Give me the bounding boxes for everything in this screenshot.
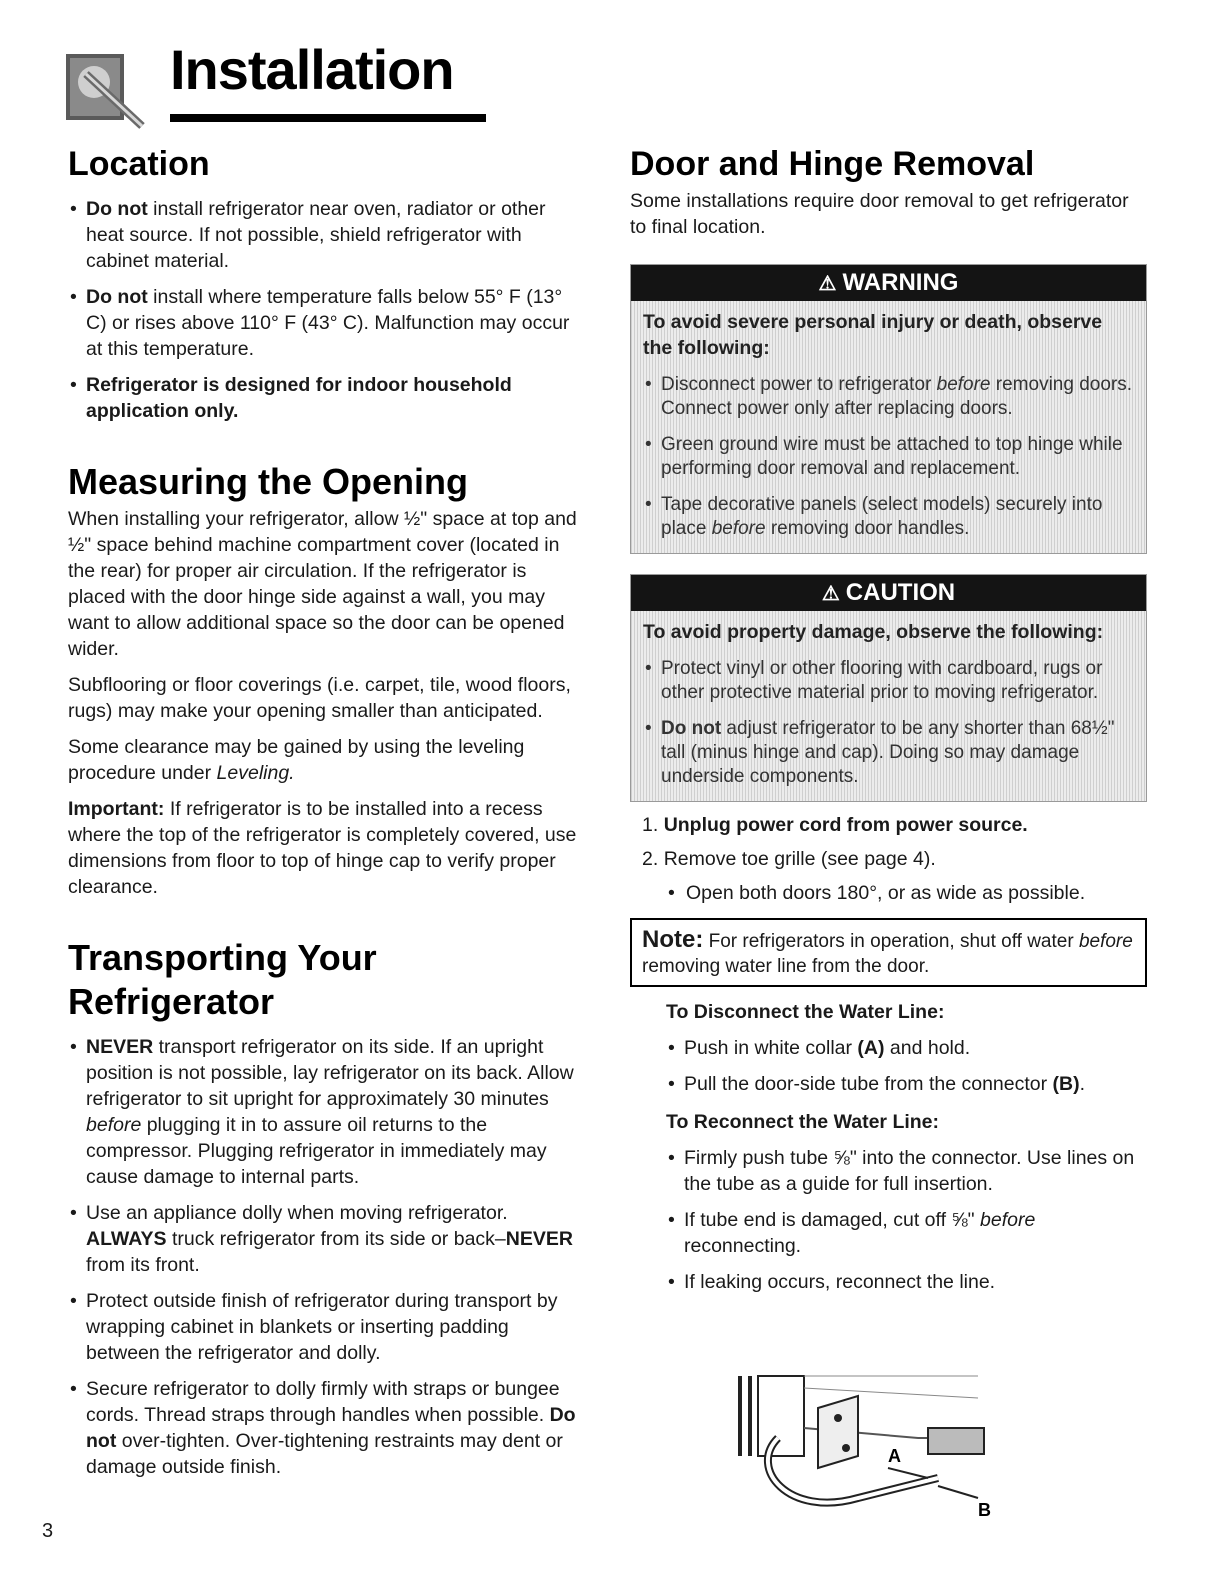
caution-box — [630, 574, 1147, 802]
caution-item: • Do not adjust refrigerator to be any shorter than 68½" tall (minus hinge and cap). Doing so may damage underside components. — [643, 717, 1136, 789]
note-box — [630, 918, 1147, 987]
list-item: • Secure refrigerator to dolly firmly with straps or bungee cords. Thread straps through handles when possible. Do not over-tighten. Over-tightening restraints may dent or damage outside finish. — [68, 1376, 583, 1480]
location-list — [68, 196, 583, 424]
step-item: 2. Remove toe grille (see page 4). — [642, 848, 936, 870]
title-underline — [170, 114, 486, 122]
warning-triangle-icon: ⚠ — [821, 583, 840, 605]
measuring-paragraph: When installing your refrigerator, allow ½" space at top and ½" space behind machine compartment cover (located in the rear) for proper air circulation. If the refrigerator is placed with the door hinge side against a wall, you may want to allow additional space so the door can be opened wider. — [68, 508, 577, 660]
page-header — [66, 38, 454, 130]
list-item: • NEVER transport refrigerator on its side. If an upright position is not possible, lay refrigerator on its back. Allow refrigerator to sit upright for approximately 30 minutes before plugging it in to assure oil returns to the compressor. Plugging refrigerator in immediately may cause damage to internal parts. — [68, 1034, 583, 1190]
warning-item: • Disconnect power to refrigerator before removing doors. Connect power only after replacing doors. — [643, 373, 1136, 421]
door-intro: Some installations require door removal to get refrigerator to final location. — [630, 190, 1129, 238]
list-item: • Push in white collar (A) and hold. — [666, 1035, 1150, 1061]
transport-list — [68, 1034, 583, 1480]
steps-list — [630, 812, 1150, 906]
right-column — [630, 142, 1150, 1295]
step-sub-item: • Open both doors 180°, or as wide as possible. — [668, 882, 1086, 904]
list-item: • Use an appliance dolly when moving refrigerator. ALWAYS truck refrigerator from its side or back–NEVER from its front. — [68, 1200, 583, 1278]
figure-label-a: A — [888, 1446, 901, 1466]
list-item: • If leaking occurs, reconnect the line. — [666, 1269, 1150, 1295]
measuring-paragraph: Subflooring or floor coverings (i.e. carpet, tile, wood floors, rugs) may make your opening smaller than anticipated. — [68, 674, 571, 722]
hand-truck-icon — [66, 48, 158, 128]
warning-triangle-icon: ⚠ — [818, 273, 837, 295]
caution-item: • Protect vinyl or other flooring with cardboard, rugs or other protective material prior to moving refrigerator. — [643, 657, 1136, 705]
step-item: 1. Unplug power cord from power source. — [642, 814, 1028, 836]
disconnect-heading: To Disconnect the Water Line: — [666, 1001, 945, 1023]
note-label: Note: — [642, 926, 704, 953]
figure-label-b: B — [978, 1500, 991, 1520]
warning-head: To avoid severe personal injury or death, observe the following: — [643, 311, 1103, 359]
caution-bar: ⚠ CAUTION — [631, 575, 1146, 611]
warning-item: • Tape decorative panels (select models) securely into place before removing door handles. — [643, 493, 1136, 541]
water-line-section — [630, 999, 1150, 1295]
list-item: • Pull the door-side tube from the connector (B). — [666, 1071, 1150, 1097]
caution-head: To avoid property damage, observe the following: — [643, 621, 1104, 643]
reconnect-heading: To Reconnect the Water Line: — [666, 1111, 940, 1133]
page-number: 3 — [42, 1520, 54, 1542]
measuring-paragraph: Some clearance may be gained by using the leveling procedure under Leveling. — [68, 736, 525, 784]
list-item: • Refrigerator is designed for indoor household application only. — [68, 372, 583, 424]
left-column — [68, 142, 583, 1480]
important-paragraph: Important: If refrigerator is to be installed into a recess where the top of the refrigerator is completely covered, use dimensions from floor to top of hinge cap to verify proper clearance. — [68, 798, 577, 898]
location-heading: Location — [68, 145, 210, 183]
warning-box — [630, 264, 1147, 554]
measuring-heading: Measuring the Opening — [68, 461, 469, 502]
note-text: For refrigerators in operation, shut off water before removing water line from the door. — [642, 931, 1133, 977]
door-heading: Door and Hinge Removal — [630, 145, 1035, 183]
list-item: • Protect outside finish of refrigerator during transport by wrapping cabinet in blankets or inserting padding between the refrigerator and dolly. — [68, 1288, 583, 1366]
warning-item: • Green ground wire must be attached to top hinge while performing door removal and replacement. — [643, 433, 1136, 481]
list-item: • Do not install where temperature falls below 55° F (13° C) or rises above 110° F (43° C). Malfunction may occur at this temperature. — [68, 284, 583, 362]
transport-heading: Transporting Your Refrigerator — [68, 937, 377, 1022]
list-item: • Firmly push tube ⅝" into the connector. Use lines on the tube as a guide for full insertion. — [666, 1145, 1150, 1197]
page-title: Installation — [170, 38, 454, 101]
list-item: • If tube end is damaged, cut off ⅝" before reconnecting. — [666, 1207, 1150, 1259]
list-item: • Do not install refrigerator near oven, radiator or other heat source. If not possible, shield refrigerator with cabinet material. — [68, 196, 583, 274]
warning-bar: ⚠ WARNING — [631, 265, 1146, 301]
water-line-connector-illustration — [738, 1368, 991, 1528]
